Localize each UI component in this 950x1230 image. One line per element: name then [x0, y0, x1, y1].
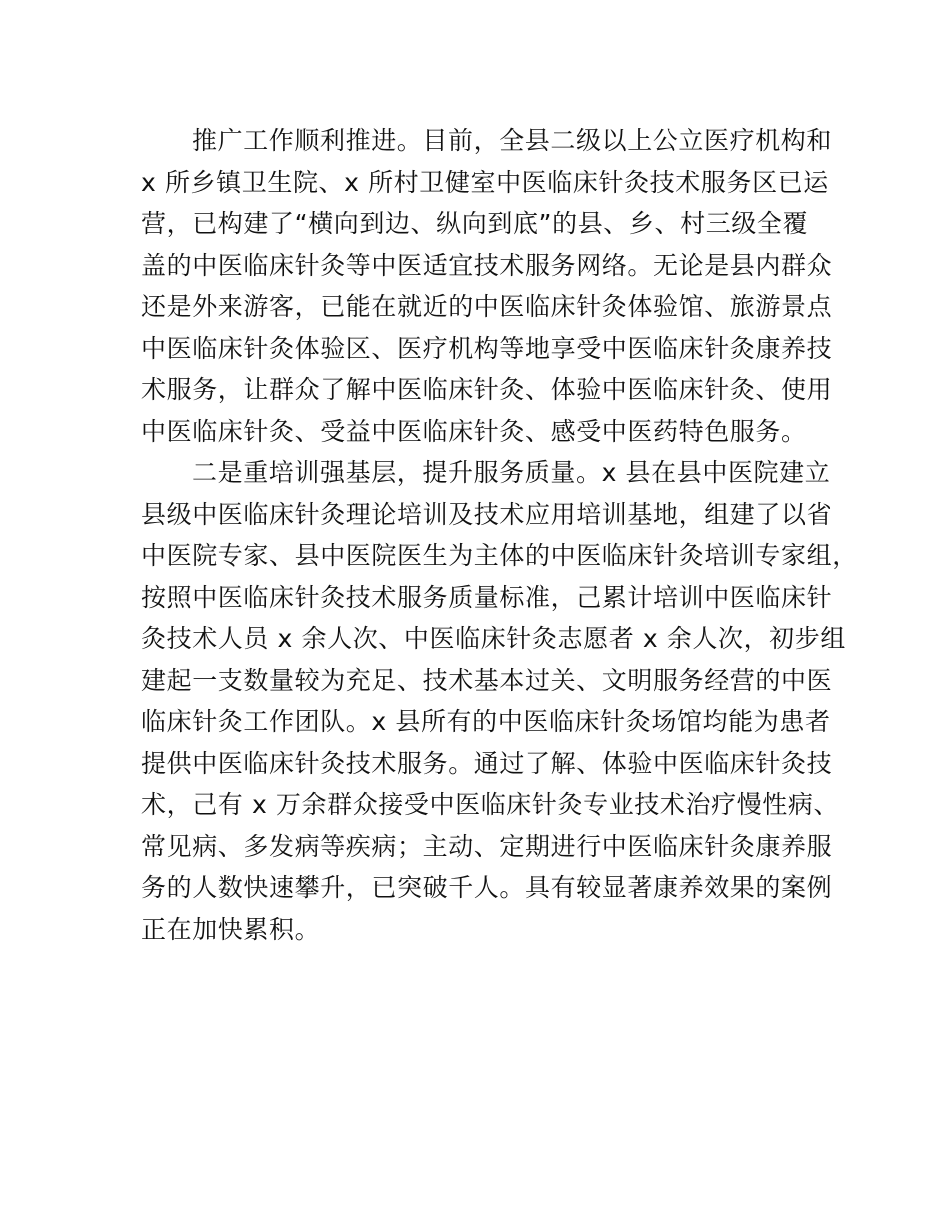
text-line: 临床针灸工作团队。x 县所有的中医临床针灸场馆均能为患者	[141, 707, 831, 736]
text-line: 术服务，让群众了解中医临床针灸、体验中医临床针灸、使用	[141, 375, 833, 404]
text-line: 建起一支数量较为充足、技术基本过关、文明服务经营的中医	[141, 665, 833, 695]
text-line: 盖的中医临床针灸等中医适宜技术服务网络。无论是县内群众	[141, 250, 833, 280]
text-line: 灸技术人员 x 余人次、中医临床针灸志愿者 x 余人次，初步组	[141, 624, 846, 653]
text-line: 中医临床针灸、受益中医临床针灸、感受中医药特色服务。	[141, 416, 807, 446]
text-line: 营，已构建了“横向到边、纵向到底”的县、乡、村三级全覆	[141, 209, 809, 238]
text-line: 还是外来游客，已能在就近的中医临床针灸体验馆、旅游景点	[141, 292, 833, 321]
text-line: 县级中医临床针灸理论培训及技术应用培训基地，组建了以省	[141, 499, 833, 529]
text-line: 正在加快累积。	[141, 914, 321, 944]
text-line: 常见病、多发病等疾病；主动、定期进行中医临床针灸康养服	[141, 831, 833, 861]
text-line: 中医院专家、县中医院医生为主体的中医临床针灸培训专家组，	[141, 541, 858, 570]
text-line: 二是重培训强基层，提升服务质量。x 县在县中医院建立	[192, 458, 831, 487]
text-line: 按照中医临床针灸技术服务质量标准，己累计培训中医临床针	[141, 582, 833, 612]
paragraph-training	[141, 452, 858, 950]
text-line: 术，己有 x 万余群众接受中医临床针灸专业技术治疗慢性病、	[141, 790, 840, 819]
text-line: 提供中医临床针灸技术服务。通过了解、体验中医临床针灸技	[141, 748, 833, 778]
text-line: 推广工作顺利推进。目前，全县二级以上公立医疗机构和	[192, 126, 833, 155]
text-line: x 所乡镇卫生院、x 所村卫健室中医临床针灸技术服务区已运	[141, 167, 829, 197]
text-line: 中医临床针灸体验区、医疗机构等地享受中医临床针灸康养技	[141, 333, 833, 363]
text-line: 务的人数快速攀升，已突破千人。具有较显著康养效果的案例	[141, 873, 833, 902]
paragraph-promotion-progress	[141, 120, 841, 452]
document-body	[141, 120, 858, 950]
